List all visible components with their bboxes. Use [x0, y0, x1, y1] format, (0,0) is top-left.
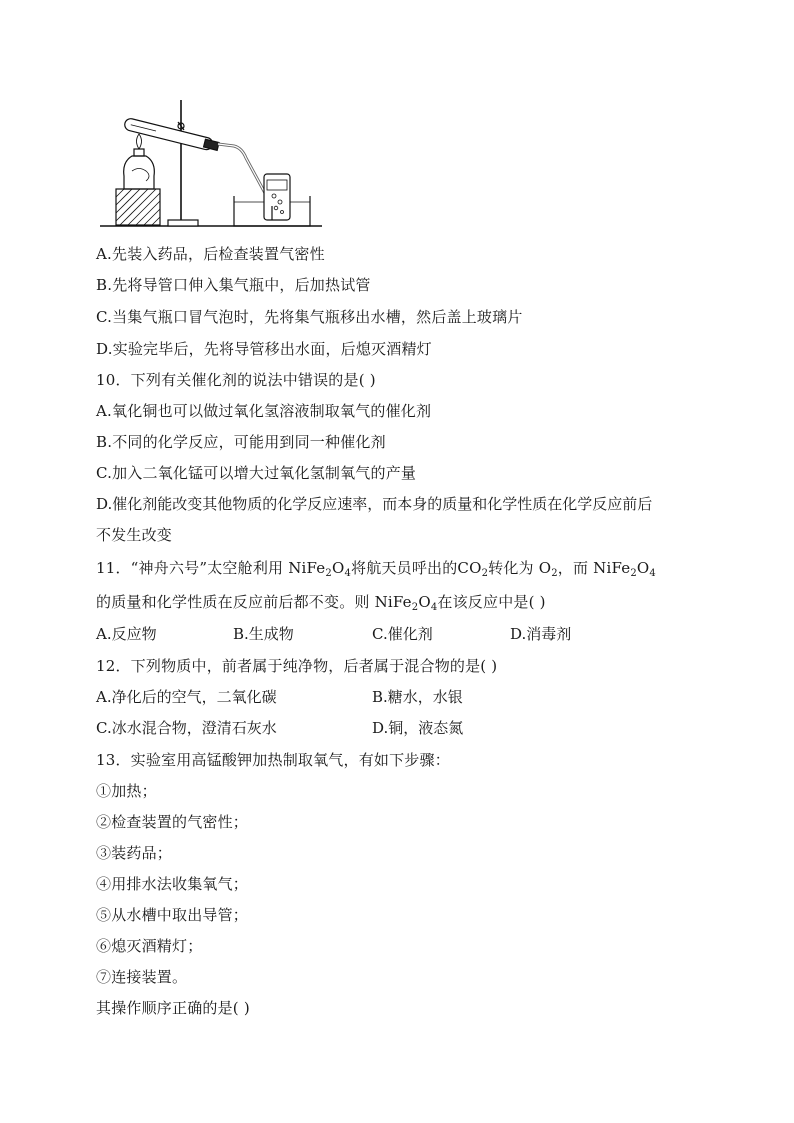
q13-question: 其操作顺序正确的是( )	[96, 999, 250, 1017]
q12-option-d: D.铜，液态氮	[372, 719, 464, 737]
q13-step-5: ⑤从水槽中取出导管；	[96, 906, 249, 924]
q11-stem: 11．“神舟六号”太空舱利用 $NiFe_2O_4$将航天员呼出的$CO_2$转化为 $O_2$，而 $NiFe_2O_4$	[96, 559, 656, 579]
q10-option-b: B.不同的化学反应，可能用到同一种催化剂	[96, 433, 386, 451]
q9-option-d: D.实验完毕后，先将导管移出水面，后熄灭酒精灯	[96, 340, 432, 358]
q9-option-c: C.当集气瓶口冒气泡时，先将集气瓶移出水槽，然后盖上玻璃片	[96, 308, 523, 326]
q13-step-4: ④用排水法收集氧气；	[96, 875, 249, 893]
q11-option-c: C.催化剂	[372, 625, 433, 643]
oxygen-apparatus-figure	[96, 96, 326, 232]
q9-option-a: A.先装入药品，后检查装置气密性	[96, 245, 325, 263]
q13-step-2: ②检查装置的气密性；	[96, 813, 249, 831]
q13-step-6: ⑥熄灭酒精灯；	[96, 937, 203, 955]
q10-option-a: A.氧化铜也可以做过氧化氢溶液制取氧气的催化剂	[96, 402, 432, 420]
q10-stem: 10．下列有关催化剂的说法中错误的是( )	[96, 371, 376, 389]
q12-stem: 12．下列物质中，前者属于纯净物，后者属于混合物的是( )	[96, 657, 498, 675]
q13-step-3: ③装药品；	[96, 844, 173, 862]
q10-option-d-continued: 不发生改变	[96, 526, 173, 544]
q12-option-b: B.糖水，水银	[372, 688, 463, 706]
q13-step-1: ①加热；	[96, 782, 157, 800]
q9-option-b: B.先将导管口伸入集气瓶中，后加热试管	[96, 276, 371, 294]
q10-option-d: D.催化剂能改变其他物质的化学反应速率，而本身的质量和化学性质在化学反应前后	[96, 495, 653, 513]
q12-option-a: A.净化后的空气，二氧化碳	[96, 688, 277, 706]
q11-option-b: B.生成物	[233, 625, 294, 643]
q11-stem-line2: 的质量和化学性质在反应前后都不变。则 $NiFe_2O_4$在该反应中是( )	[96, 593, 546, 613]
q10-option-c: C.加入二氧化锰可以增大过氧化氢制氧气的产量	[96, 464, 417, 482]
q13-stem: 13．实验室用高锰酸钾加热制取氧气，有如下步骤：	[96, 751, 450, 769]
q11-option-a: A.反应物	[96, 625, 157, 643]
q11-option-d: D.消毒剂	[510, 625, 572, 643]
q13-step-7: ⑦连接装置。	[96, 968, 188, 986]
q12-option-c: C.冰水混合物，澄清石灰水	[96, 719, 277, 737]
